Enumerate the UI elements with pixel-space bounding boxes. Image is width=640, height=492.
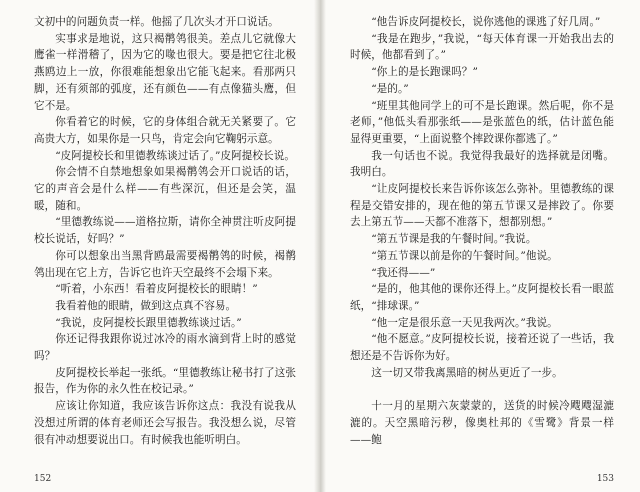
paragraph: “听着，小东西！看着皮阿提校长的眼睛！” [55,283,258,296]
paragraph: 你还记得我跟你说过冰冷的雨水滴到背上时的感觉吗？ [34,333,296,363]
paragraph: “他不愿意。”皮阿提校长说，接着还说了一些话，我想还是不告诉你为好。 [350,333,614,363]
paragraph: 你会情不自禁地想象如果褐鹡鸰会开口说话的话，它的声音会是什么样——有些深沉，但还是会笑，温暖，随和。 [34,166,296,212]
paragraph: 应该让你知道，我应该告诉你这点：我没有说我从没想过所谓的体育老师还会写报告。我没想么说，尽管很有冲动想要说出口。有时候我也能听明白。 [34,400,296,446]
paragraph: “班里其他同学上的可不是长跑课。然后呢，你不是老师，”他低头看那张纸——是张蓝色的纸，估计蓝色能显得更重要，“上面说整个摔跤课你都逃了。” [350,99,614,145]
book-gutter [314,0,326,492]
left-page-text [34,14,296,448]
paragraph: 你看着它的时候，它的身体组合就无关紧要了。它高贵大方，如果你是一只鸟，肯定会向它鞠躬示意。 [34,116,296,145]
paragraph: 文初中的问题负责一样。他摇了几次头才开口说话。 [34,16,279,28]
paragraph: “他一定是很乐意一天见我两次。”我说。 [371,316,558,329]
paragraph: 我一句话也不说。我觉得我最好的选择就是闭嘴。我明白。 [350,149,614,179]
left-page-number: 152 [34,474,52,484]
paragraph: “里德教练说——道格拉斯，请你全神贯注听皮阿提校长说话，好吗？” [34,216,296,246]
paragraph: “是的。” [371,82,409,95]
paragraph: 皮阿提校长举起一张纸。“里德教练让秘书打了这张报告，作为你的永久性在校记录。” [34,366,296,396]
paragraph: “皮阿提校长和里德教练谈过话了。”皮阿提校长说。 [55,149,295,162]
paragraph: 实事求是地说，这只褐鹡鸰很美。差点儿它就像大鹰雀一样滑稽了，因为它的喙也很大。要是把它往北极燕鸥边上一放，你很难能想象出它能飞起来。看那两只脚，还有须部的弧度，还有颜色——有点像猫头鹰，但它不是。 [34,32,296,112]
paragraph: “第五节课是我的午餐时间。”我说。 [371,233,537,246]
paragraph: “他告诉皮阿提校长，说你逃他的课逃了好几周。” [371,16,601,28]
paragraph: “第五节课以前是你的午餐时间。”他说。 [371,249,558,262]
paragraph: 这一切又带我离黑暗的树丛更近了一步。 [371,366,563,379]
paragraph: “我是在跑步，”我说，“每天体育课一开始我出去的时候，他都看到了。” [350,32,614,62]
paragraph: 十一月的星期六灰蒙蒙的，送货的时候冷飕飕湿漉漉的。天空黑暗污秽，像奥杜邦的《雪鹭》背景一样——鲍 [350,400,614,446]
right-page-text [350,14,614,448]
paragraph: 我看着他的眼睛，做到这点真不容易。 [55,299,237,312]
paragraph: 你可以想象出当黑背鸥最需要褐鹡鸰的时候，褐鹡鸰出现在它上方，告诉它也许天空最终不会塌下来。 [34,249,296,279]
right-page-number: 153 [596,474,614,484]
paragraph: “是的，他其他的课你还得上。”皮阿提校长看一眼蓝纸，“排球课。” [350,283,614,312]
paragraph: “我说，皮阿提校长跟里德教练谈过话。” [55,316,242,329]
right-page [322,0,640,492]
paragraph: “我还得——” [371,266,436,279]
paragraph: “让皮阿提校长来告诉你该怎么弥补。里德教练的课程是交错安排的，现在他的第五节课又是摔跤了。你要去上第五节——天都不准落下，想都别想。” [350,183,614,229]
paragraph: “你上的是长跑课吗？” [371,66,478,79]
left-page [0,0,318,492]
